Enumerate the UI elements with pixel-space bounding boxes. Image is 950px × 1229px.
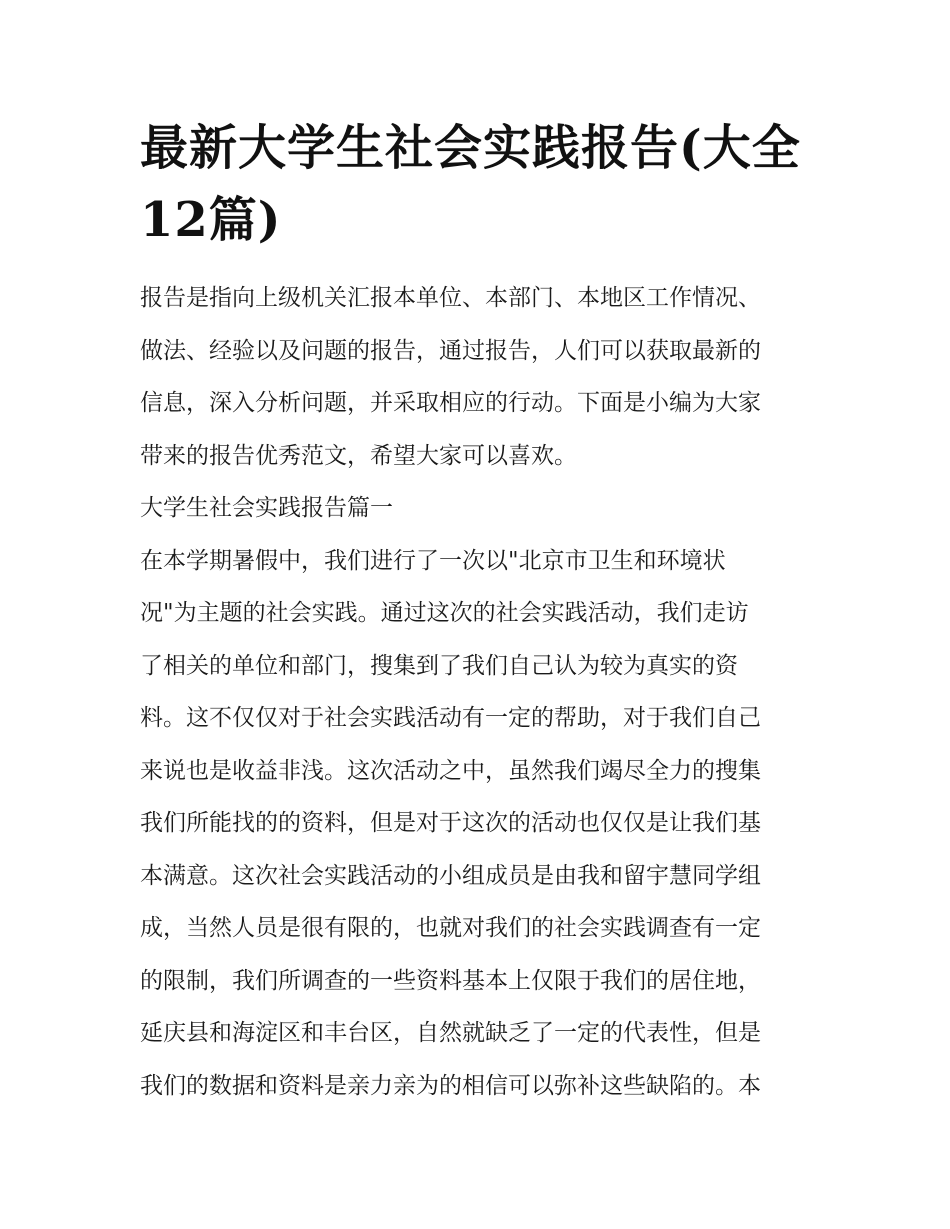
body-line: 了相关的单位和部门，搜集到了我们自己认为较为真实的资: [140, 652, 738, 679]
intro-line: 报告是指向上级机关汇报本单位、本部门、本地区工作情况、: [140, 285, 761, 311]
document-title: [140, 112, 812, 256]
title-line: 12篇): [140, 192, 282, 248]
body-line: 来说也是收益非浅。这次活动之中，虽然我们竭尽全力的搜集: [140, 757, 761, 784]
intro-line: 信息，深入分析问题，并采取相应的行动。下面是小编为大家: [140, 390, 761, 416]
body-line: 延庆县和海淀区和丰台区，自然就缺乏了一定的代表性，但是: [140, 1020, 761, 1046]
body-line: 本满意。这次社会实践活动的小组成员是由我和留宇慧同学组: [140, 862, 761, 889]
section-heading: 大学生社会实践报告篇一: [140, 495, 393, 521]
intro-line: 带来的报告优秀范文，希望大家可以喜欢。: [140, 442, 577, 469]
intro-line: 做法、经验以及问题的报告，通过报告，人们可以获取最新的: [140, 337, 761, 364]
body-paragraph: [140, 535, 812, 1113]
body-line: 料。这不仅仅对于社会实践活动有一定的帮助，对于我们自己: [140, 705, 761, 731]
document-page: [140, 112, 812, 1112]
intro-paragraph: [140, 272, 812, 482]
body-line: 我们的数据和资料是亲力亲为的相信可以弥补这些缺陷的。本: [140, 1072, 761, 1099]
body-line: 在本学期暑假中，我们进行了一次以"北京市卫生和环境状: [140, 547, 726, 574]
body-line: 我们所能找的的资料，但是对于这次的活动也仅仅是让我们基: [140, 810, 761, 836]
body-line: 的限制，我们所调查的一些资料基本上仅限于我们的居住地，: [140, 967, 761, 994]
body-line: 成，当然人员是很有限的，也就对我们的社会实践调查有一定: [140, 915, 761, 941]
body-line: 况"为主题的社会实践。通过这次的社会实践活动，我们走访: [140, 600, 749, 626]
title-line: 最新大学生社会实践报告(大全: [140, 120, 801, 176]
